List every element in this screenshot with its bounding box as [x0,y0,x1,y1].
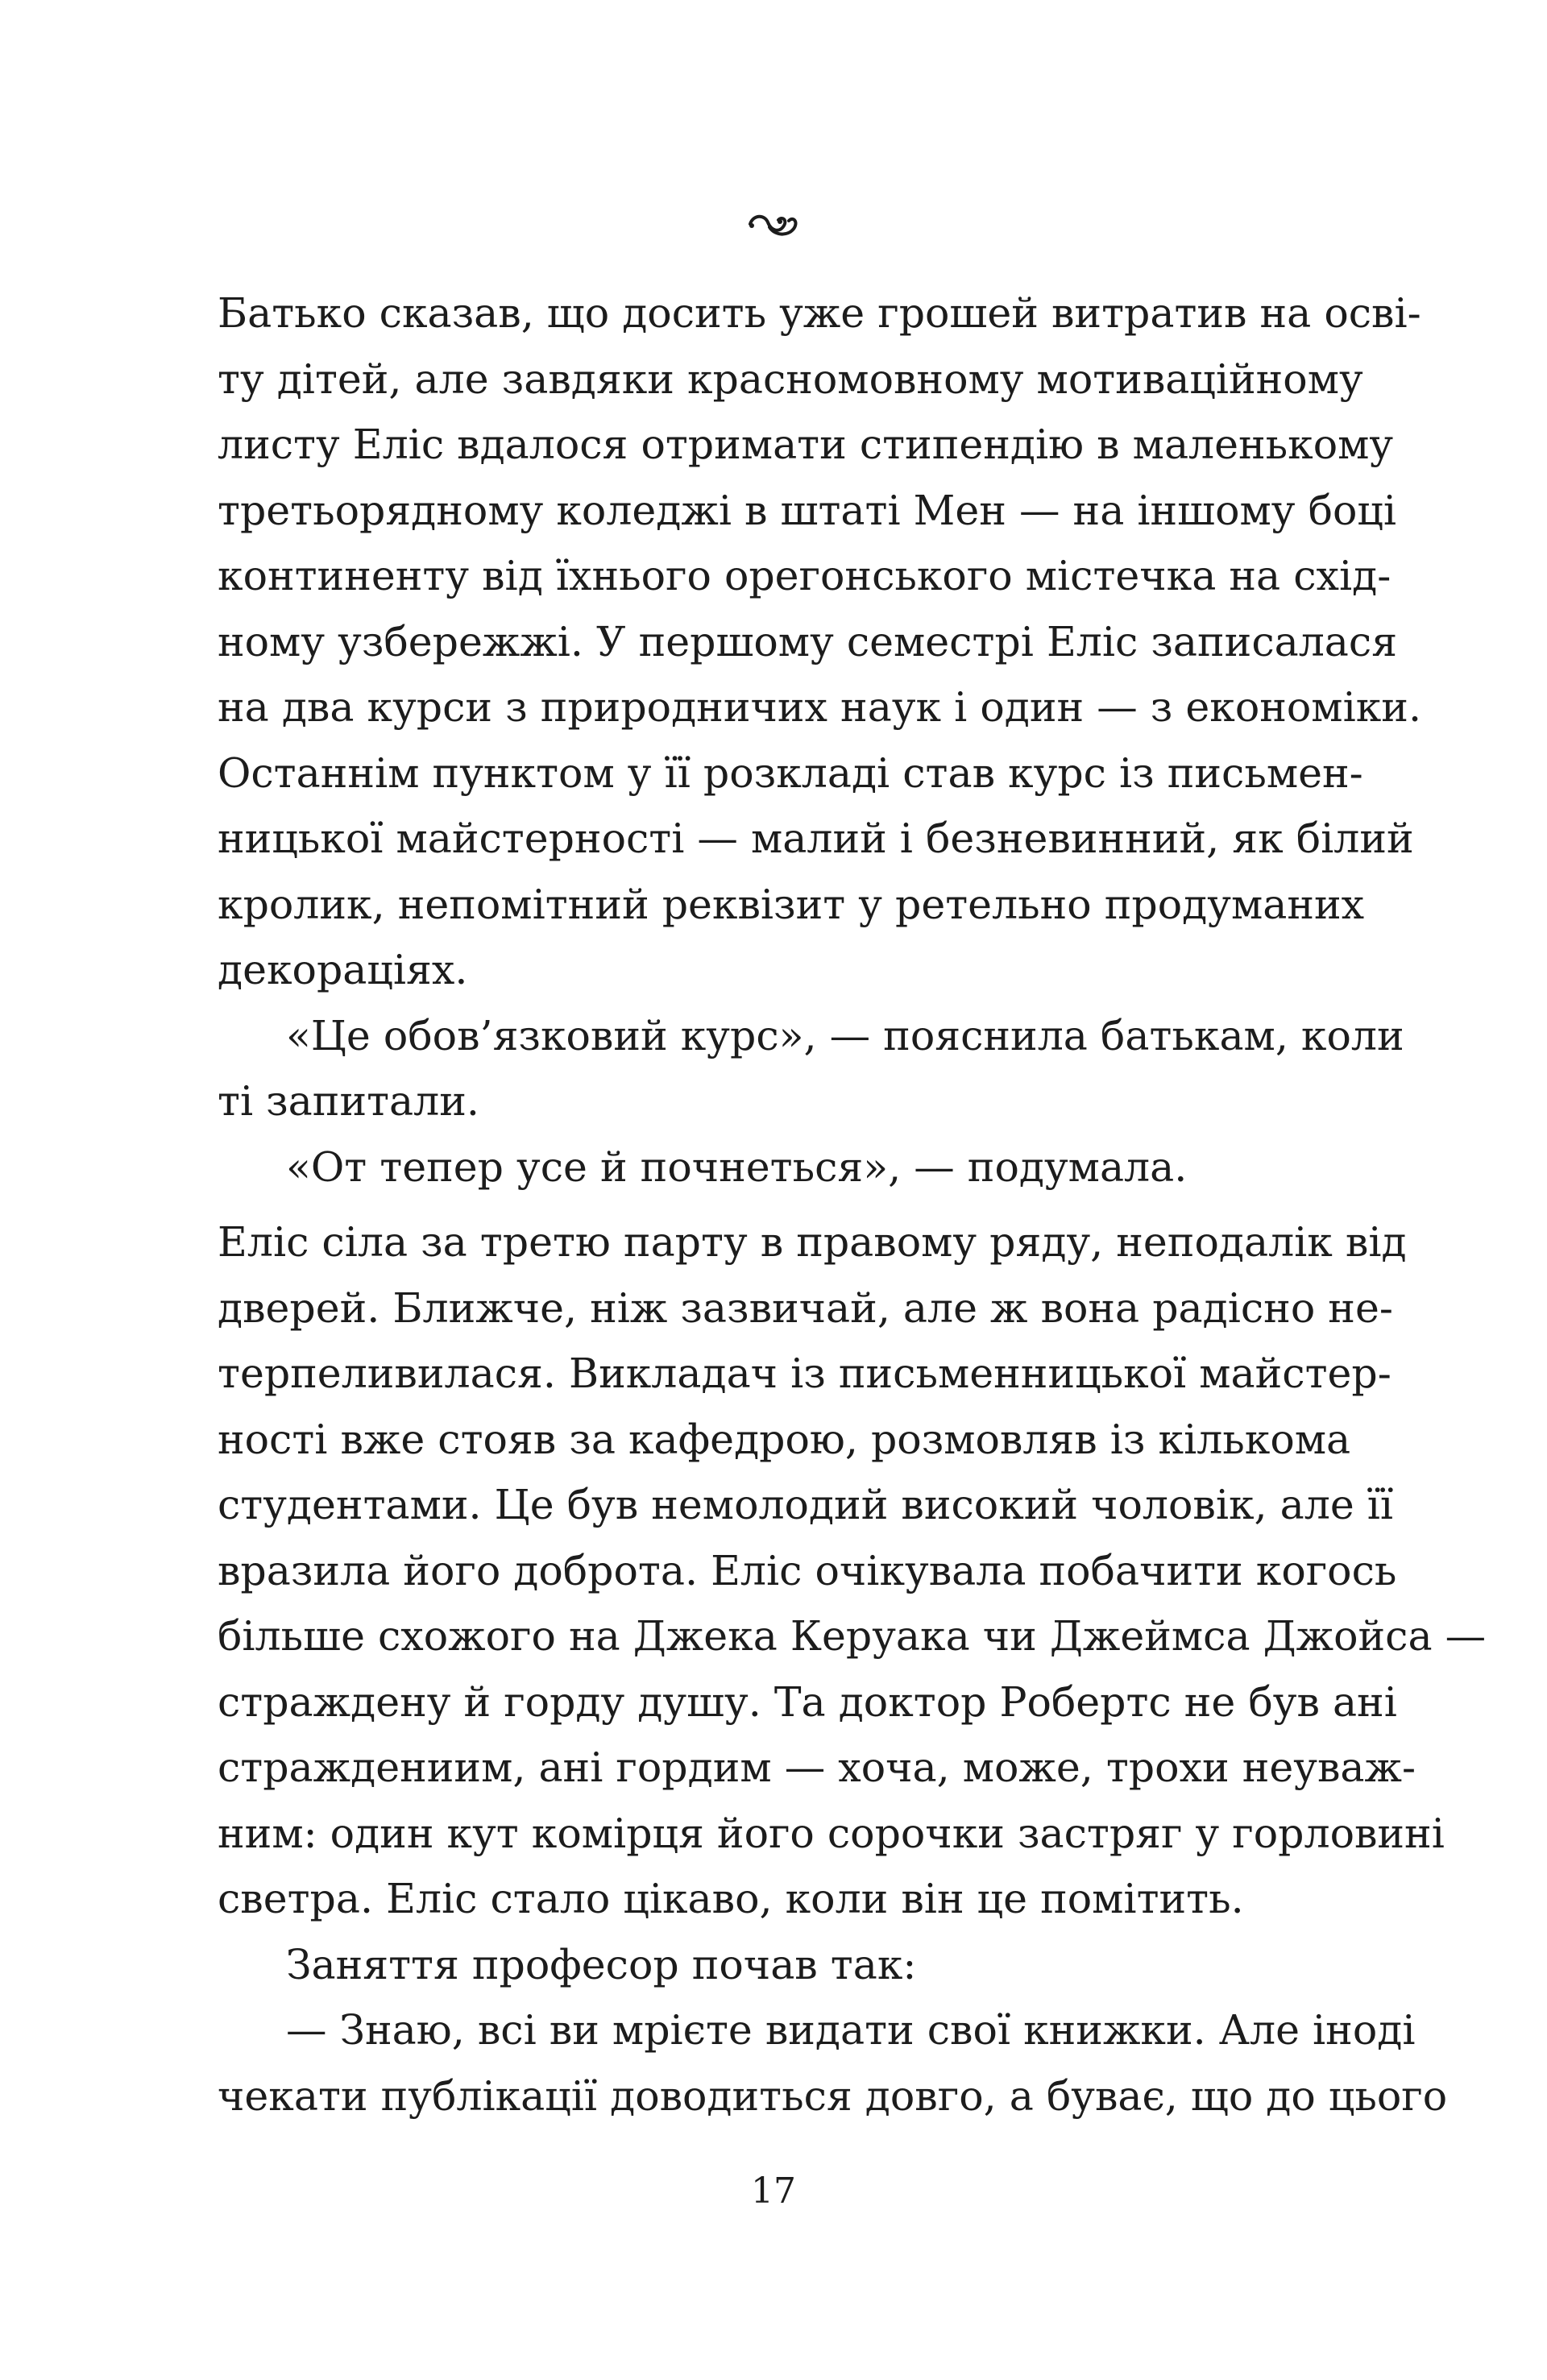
text-line: ності вже стояв за кафедрою, розмовляв із кількома [218,1415,1351,1463]
text-line: «Це обов’язковий курс», — пояснила батькам, коли [286,1011,1404,1059]
text-line: Еліс сіла за третю парту в правому ряду, неподалік від [218,1218,1407,1266]
text-line: кролик, непомітний реквізит у ретельно продуманих [218,880,1365,928]
text-line: вразила його доброта. Еліс очікувала побачити когось [218,1546,1397,1594]
text-line: ним: один кут комірця його сорочки застряг у горловині [218,1809,1445,1857]
text-line: ті запитали. [218,1077,479,1125]
text-line: студентами. Це був немолодий високий чоловік, але її [218,1481,1394,1528]
text-line: листу Еліс вдалося отримати стипендію в маленькому [218,421,1394,468]
text-line: терпеливилася. Викладач із письменницької майстер- [218,1350,1391,1397]
page-number: 17 [751,2171,796,2212]
section-ornament [0,211,1547,242]
text-line: на два курси з природничих наук і один — з економіки. [218,683,1421,731]
text-line: ту дітей, але завдяки красномовному мотиваційному [218,355,1363,403]
text-line: светра. Еліс стало цікаво, коли він це помітить. [218,1875,1244,1922]
text-line: Батько сказав, що досить уже грошей витратив на осві- [218,289,1421,337]
paragraph-section-2 [218,1209,1487,2129]
text-line: більше схожого на Джека Керуака чи Джеймса Джойса — [218,1612,1487,1660]
text-line: континенту від їхнього орегонського містечка на схід- [218,552,1391,599]
paragraph-section-1 [218,280,1421,1200]
text-line: третьорядному коледжі в штаті Мен — на іншому боці [218,486,1396,534]
text-line: дверей. Ближче, ніж зазвичай, але ж вона радісно не- [218,1283,1393,1332]
text-line: Останнім пунктом у її розкладі став курс із письмен- [218,748,1363,797]
text-line: страждениим, ані гордим — хоча, може, трохи неуваж- [218,1744,1416,1791]
text-line: чекати публікації доводиться довго, а буває, що до цього [218,2071,1448,2120]
text-line: Заняття професор почав так: [286,1940,917,1988]
text-line: страждену й горду душу. Та доктор Робертс не був ані [218,1677,1397,1726]
text-line: «От тепер усе й почнеться», — подумала. [286,1142,1188,1191]
fleuron-icon [745,226,802,242]
text-line: — Знаю, всі ви мрієте видати свої книжки. Але іноді [286,2006,1416,2054]
text-line: ному узбережжі. У першому семестрі Еліс записалася [218,617,1398,665]
text-line: ницької майстерності — малий і безневинний, як білий [218,815,1414,862]
text-line: декораціях. [218,946,468,993]
